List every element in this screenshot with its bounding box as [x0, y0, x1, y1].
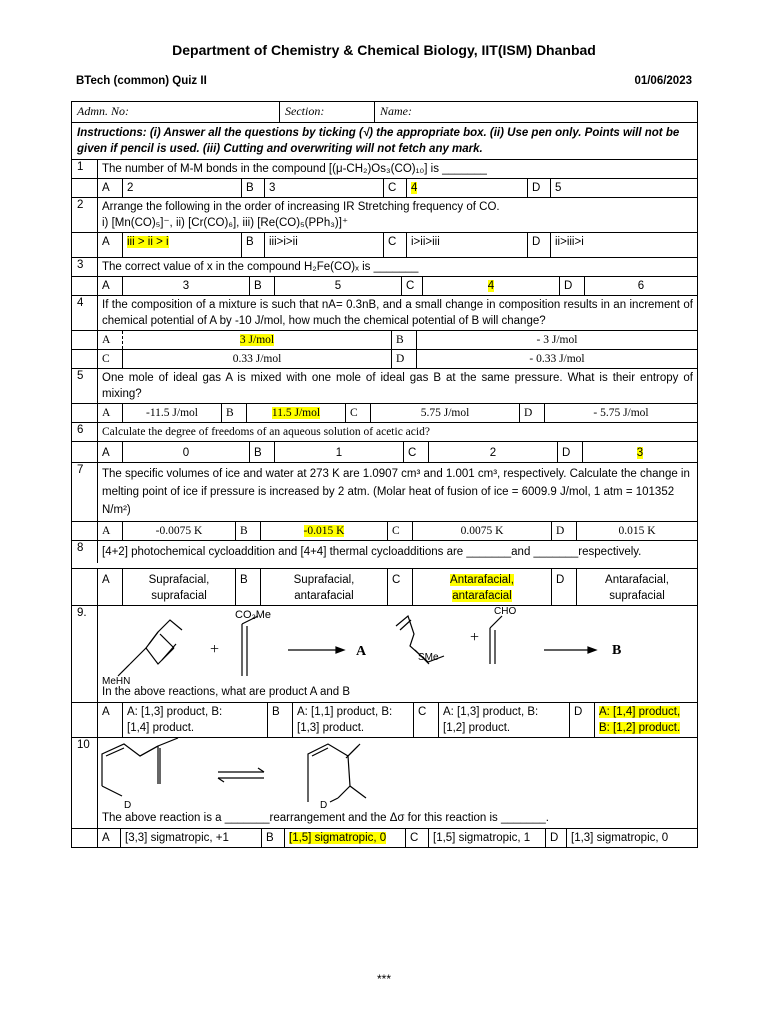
option-a[interactable] — [123, 331, 392, 349]
question-text: The correct value of x in the compound H₂Fe(CO)ₓ is _______ — [102, 261, 419, 273]
quiz-name: BTech (common) Quiz II — [76, 75, 207, 87]
option-letter: A — [102, 334, 111, 346]
option-line: Antarafacial, — [605, 574, 669, 586]
option-letter: A — [102, 574, 110, 586]
option-letter: D — [552, 569, 577, 605]
option-b[interactable] — [261, 569, 388, 605]
option-c[interactable] — [413, 569, 552, 605]
option-letter: B — [250, 442, 275, 462]
question-7-options — [72, 521, 697, 540]
question-6-options — [72, 441, 697, 462]
option-letter: A — [102, 280, 110, 292]
question-10-options — [72, 828, 697, 847]
option-letter: D — [570, 703, 595, 737]
option-c[interactable] — [439, 703, 570, 737]
option-line: [1,3] product. — [297, 722, 365, 734]
amine-label: MeHN — [102, 676, 131, 686]
question-number: 4 — [72, 296, 98, 330]
option-letter: A — [102, 447, 110, 459]
question-4 — [72, 295, 697, 330]
question-6 — [72, 422, 697, 441]
option-letter: C — [388, 569, 413, 605]
option-a[interactable]: 3 — [123, 277, 250, 295]
option-d[interactable] — [583, 442, 698, 462]
option-c[interactable]: [1,5] sigmatropic, 1 — [429, 829, 546, 847]
answer-highlight: 3 J/mol — [239, 334, 275, 346]
question-number: 5 — [72, 369, 98, 403]
question-3 — [72, 257, 697, 276]
question-text: The number of M-M bonds in the compound [(μ-CH₂)Os₃(CO)₁₀] is _______ — [102, 163, 487, 175]
question-8-options — [72, 568, 697, 605]
option-b[interactable]: 1 — [275, 442, 404, 462]
question-number: 2 — [72, 198, 98, 232]
option-d[interactable] — [595, 703, 698, 737]
reaction-scheme-10 — [98, 738, 697, 814]
question-text: Arrange the following in the order of increasing IR Stretching frequency of CO. — [102, 201, 500, 213]
question-3-options — [72, 276, 697, 295]
instructions-row — [72, 122, 697, 159]
footer-mark: *** — [376, 972, 391, 986]
question-1-options — [72, 178, 697, 197]
plus-sign: + — [470, 629, 480, 646]
option-b[interactable]: 3 — [265, 179, 384, 197]
option-letter: C — [384, 233, 407, 257]
question-text: In the above reactions, what are product A and B — [102, 686, 351, 698]
answer-highlight: [1,5] sigmatropic, 0 — [289, 832, 387, 844]
option-letter: B — [242, 179, 265, 197]
reagent-label: CO₂Me — [235, 609, 272, 621]
question-number: 8 — [72, 541, 98, 563]
section-field[interactable]: Section: — [279, 102, 374, 122]
option-letter: A — [102, 407, 111, 419]
answer-highlight: antarafacial — [452, 590, 512, 602]
option-line: A: [1,3] product, B: — [127, 706, 223, 718]
question-text: Calculate the degree of freedoms of an aqueous solution of acetic acid? — [102, 426, 430, 438]
instructions: Instructions: (i) Answer all the questions by ticking (√) the appropriate box. (ii) Use pen only. Points will not be given if pencil is used. (iii) Cutting and overwriting will not fetch any mark. — [77, 127, 680, 155]
product-a-label: A — [356, 644, 367, 659]
option-letter: D — [560, 277, 585, 295]
option-letter: C — [406, 829, 429, 847]
answer-highlight: B: [1,2] product. — [599, 722, 681, 734]
option-d[interactable]: [1,3] sigmatropic, 0 — [567, 829, 698, 847]
document-title: Department of Chemistry & Chemical Biology, IIT(ISM) Dhanbad — [172, 42, 596, 58]
option-letter: D — [528, 233, 551, 257]
question-number: 3 — [72, 258, 98, 276]
option-line: suprafacial — [609, 590, 665, 602]
option-letter: B — [236, 522, 261, 540]
option-letter: C — [346, 404, 371, 422]
question-number: 1 — [72, 160, 98, 178]
deuterium-label: D — [124, 800, 132, 811]
answer-highlight: 4 — [487, 280, 495, 292]
option-letter: B — [262, 829, 285, 847]
question-number: 6 — [72, 423, 98, 441]
option-line: suprafacial — [151, 590, 207, 602]
answer-highlight: iii > ii > i — [127, 236, 169, 248]
option-line: A: [1,3] product, B: — [443, 706, 539, 718]
name-field[interactable]: Name: — [374, 102, 697, 122]
question-5 — [72, 368, 697, 403]
question-9 — [72, 605, 697, 702]
question-4-options-cd — [72, 349, 697, 368]
option-letter: A — [102, 525, 111, 537]
option-line: A: [1,1] product, B: — [297, 706, 393, 718]
question-7 — [72, 462, 697, 521]
option-letter: A — [102, 236, 110, 248]
option-letter: B — [268, 703, 293, 737]
product-b-label: B — [612, 643, 622, 658]
quiz-sheet — [71, 101, 698, 848]
option-letter: D — [520, 404, 545, 422]
option-letter: B — [242, 233, 265, 257]
question-text: The specific volumes of ice and water at 273 K are 1.0907 cm³ and 1.001 cm³, respectively. Calculate the change in melting point of ice if pressure is increased by 2 atm. (Molar heat of fusion of ice = 6009.9 J/mol, 1 atm = 101352 N/m²) — [102, 468, 690, 516]
answer-highlight: Antarafacial, — [450, 574, 514, 586]
option-a[interactable]: 2 — [123, 179, 242, 197]
question-text: One mole of ideal gas A is mixed with one mole of ideal gas B at the same pressure. What is their entropy of mixing? — [102, 372, 693, 400]
option-a[interactable]: -11.5 J/mol — [123, 404, 222, 422]
option-letter: C — [388, 522, 413, 540]
option-letter: C — [404, 442, 429, 462]
option-b[interactable] — [285, 829, 406, 847]
option-line: antarafacial — [294, 590, 354, 602]
quiz-date: 01/06/2023 — [634, 75, 692, 87]
question-text: [4+2] photochemical cycloaddition and [4+4] thermal cycloadditions are _______and _______respectively. — [102, 546, 642, 558]
option-a[interactable] — [123, 233, 242, 257]
student-info-row — [72, 102, 697, 122]
option-letter: B — [222, 404, 247, 422]
reaction-scheme-9 — [98, 606, 697, 686]
question-5-options — [72, 403, 697, 422]
option-b[interactable]: - 3 J/mol — [417, 331, 698, 349]
option-d[interactable]: - 5.75 J/mol — [545, 404, 698, 422]
question-1 — [72, 159, 697, 178]
deuterium-label: D — [320, 800, 328, 811]
option-c[interactable]: 0.33 J/mol — [123, 350, 392, 368]
answer-highlight: A: [1,4] product, — [599, 706, 681, 718]
option-letter: D — [558, 442, 583, 462]
option-line: [1,4] product. — [127, 722, 195, 734]
admn-field[interactable]: Admn. No: — [77, 104, 129, 118]
question-8 — [72, 540, 697, 563]
option-letter: C — [102, 353, 110, 365]
option-letter: B — [236, 569, 261, 605]
option-c[interactable]: 2 — [429, 442, 558, 462]
answer-highlight: 4 — [411, 182, 418, 194]
option-b[interactable] — [261, 522, 388, 540]
question-number: 10 — [72, 738, 98, 828]
option-letter: B — [250, 277, 275, 295]
option-c[interactable]: i>ii>iii — [407, 233, 528, 257]
option-letter: D — [546, 829, 567, 847]
option-a[interactable]: -0.0075 K — [123, 522, 236, 540]
option-letter: A — [102, 832, 110, 844]
question-number: 9. — [72, 606, 98, 702]
option-d[interactable]: ii>iii>i — [551, 233, 698, 257]
option-line: Suprafacial, — [293, 574, 355, 586]
option-letter: A — [102, 182, 110, 194]
option-b[interactable] — [247, 404, 346, 422]
question-2-options — [72, 232, 697, 257]
option-b[interactable]: 5 — [275, 277, 402, 295]
option-d[interactable]: 0.015 K — [577, 522, 698, 540]
option-line: Suprafacial, — [148, 574, 210, 586]
option-c[interactable] — [423, 277, 560, 295]
smethyl-label: SMe — [418, 652, 439, 663]
option-b[interactable] — [293, 703, 414, 737]
option-c[interactable]: 0.0075 K — [413, 522, 552, 540]
question-number: 7 — [72, 463, 98, 521]
option-letter: D — [392, 350, 417, 368]
answer-highlight: -0.015 K — [303, 525, 345, 537]
plus-sign: + — [210, 641, 220, 658]
option-b[interactable]: iii>i>ii — [265, 233, 384, 257]
option-letter: C — [384, 179, 407, 197]
option-d[interactable] — [577, 569, 698, 605]
question-4-options-ab — [72, 330, 697, 349]
option-letter: B — [392, 331, 417, 349]
question-subtext: i) [Mn(CO)₅]⁻, ii) [Cr(CO)₆], iii) [Re(CO)₅(PPh₃)]⁺ — [102, 217, 349, 229]
option-d[interactable]: 5 — [551, 179, 698, 197]
option-c[interactable] — [407, 179, 528, 197]
option-letter: C — [402, 277, 423, 295]
option-a[interactable] — [123, 703, 268, 737]
option-letter: A — [102, 706, 110, 718]
option-line: [1,2] product. — [443, 722, 511, 734]
question-2 — [72, 197, 697, 232]
aldehyde-label: CHO — [494, 606, 517, 617]
question-10 — [72, 737, 697, 828]
option-letter: C — [414, 703, 439, 737]
option-c[interactable]: 5.75 J/mol — [371, 404, 520, 422]
option-letter: D — [528, 179, 551, 197]
question-9-options — [72, 702, 697, 737]
option-d[interactable]: 6 — [585, 277, 698, 295]
option-a[interactable]: [3,3] sigmatropic, +1 — [121, 829, 262, 847]
question-text: If the composition of a mixture is such that nA= 0.3nB, and a small change in composition results in an increment of chemical potential of A by -10 J/mol, how much the chemical potential of B will change? — [102, 299, 693, 327]
option-letter: D — [552, 522, 577, 540]
answer-highlight: 3 — [636, 447, 644, 459]
option-d[interactable]: - 0.33 J/mol — [417, 350, 698, 368]
option-a[interactable] — [123, 569, 236, 605]
option-a[interactable]: 0 — [123, 442, 250, 462]
question-text: The above reaction is a _______rearrangement and the Δσ for this reaction is _______. — [102, 812, 549, 824]
answer-highlight: 11.5 J/mol — [271, 407, 321, 419]
